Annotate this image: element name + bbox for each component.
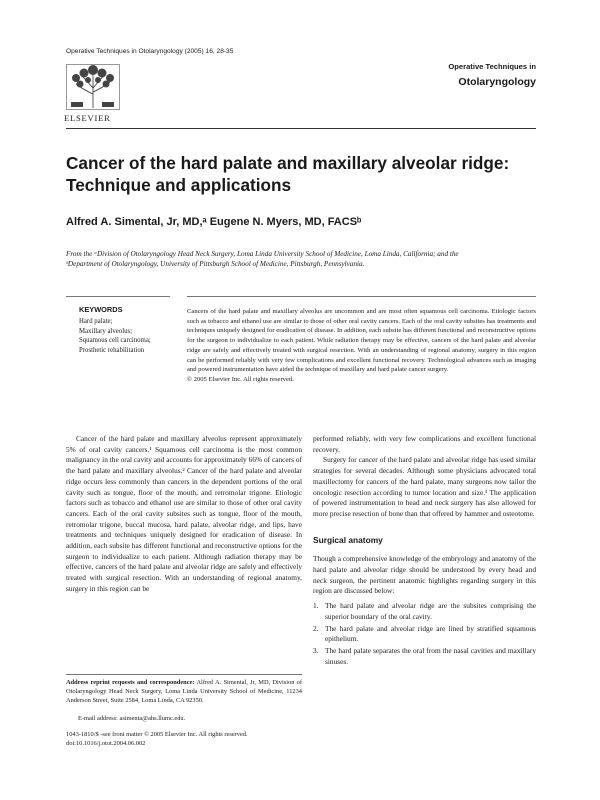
list-item-text: The hard palate and alveolar ridge are the subsites comprising the superior boundary of the oral cavity. [325, 601, 536, 621]
list-item [313, 624, 536, 645]
correspondence-footnote [66, 679, 302, 705]
paragraph-anatomy: Though a comprehensive knowledge of the embryology and anatomy of the hard palate and alveolar ridge should be understood by every head and neck surgeon, the pertinent anatomic highlights regarding surgery in this region are discussed below: [313, 554, 536, 596]
list-item-number: 2. [313, 623, 319, 633]
running-head: Operative Techniques in Otolaryngology (2005) 16, 28-35 [66, 48, 234, 55]
journal-name-line2: Otolaryngology [458, 76, 536, 88]
keywords-list [79, 317, 174, 356]
footnote-rule [66, 674, 302, 675]
copyright-line: 1043-1810/$ -see front matter © 2005 Elsevier Inc. All rights reserved. [66, 731, 248, 738]
body-column-right [313, 434, 536, 668]
email-address: E-mail address: asimenta@ahs.llumc.edu. [78, 715, 186, 722]
section-heading-surgical-anatomy: Surgical anatomy [313, 534, 383, 545]
publisher-name: ELSEVIER [64, 113, 111, 123]
paragraph-history: Surgery for cancer of the hard palate and alveolar ridge has used similar strategies for several decades. Although some physicians advocated total maxillectomy for cancers of the hard palate, many surgeons now tailor the oncologic resection according to tumor location and size.³ The application of powered instrumentation to head and neck surgery has also allowed for more precise resection of bone than that offered by hammer and osteotome. [313, 455, 536, 518]
abstract-copyright: © 2005 Elsevier Inc. All rights reserved. [187, 375, 294, 383]
affiliation-b: ᵇDepartment of Otolaryngology, University of Pittsburgh School of Medicine, Pittsburgh, Pennsylvania. [66, 260, 365, 269]
paragraph-continued: performed reliably, with very few complications and excellent functional recovery. [313, 434, 536, 454]
footnote-label: Address reprint requests and correspondence: [66, 679, 195, 686]
footnote-text: Alfred A. Simental, Jr, MD, Division of Otolaryngology Head Neck Surgery, Loma Linda University School of Medicine, 11234 Anderson Street, Suite 2584, Loma Linda, CA 92350. [66, 679, 302, 704]
list-item-text: The hard palate and alveolar ridge are lined by stratified squamous epithelium. [325, 623, 536, 644]
keywords-title: KEYWORDS [79, 305, 123, 314]
keyword-item: Maxillary alveolus; [79, 327, 133, 335]
body-column-left [66, 434, 302, 595]
abstract-text: Cancers of the hard palate and maxillary alveolus are uncommon and are most often squamous cell carcinoma. Etiologic factors such as tobacco and ethanol use are similar to those of other oral cavity cancers. Each of the oral cavity subsites has treatments and techniques uniquely designed for eradication of disease. In addition, each subsite has different functional and reconstructive options for the surgeon to individualize to each patient. While radiation therapy may be effective, cancers of the hard palate and alveolar ridge are safely and effectively treated with surgical resection. With an understanding of regional anatomy, surgery in this region can be performed reliably with very few complications and excellent functional recovery. Technological advances such as imaging and powered instrumentation have aided the technique of maxillary and hard palate cancer surgery. [187, 308, 536, 374]
list-item-number: 3. [313, 645, 319, 655]
copyright-block [66, 731, 302, 749]
list-item-number: 1. [313, 601, 319, 611]
list-item [313, 601, 536, 622]
elsevier-tree-logo-icon [66, 64, 120, 110]
authors: Alfred A. Simental, Jr, MD,ᵃ Eugene N. Myers, MD, FACSᵇ [66, 216, 362, 228]
keyword-item: Squamous cell carcinoma; [79, 337, 151, 345]
keyword-item: Hard palate; [79, 318, 113, 325]
abstract-rule [187, 296, 536, 297]
header-rule [66, 128, 536, 129]
affiliations [66, 249, 536, 269]
doi-line: doi:10.1016/j.otot.2004.06.002 [66, 739, 146, 747]
abstract [187, 307, 536, 385]
list-item [313, 646, 536, 667]
anatomy-list [313, 601, 536, 667]
list-item-text: The hard palate separates the oral from the nasal cavities and maxillary sinuses. [325, 645, 536, 666]
affiliation-a: From the ᵃDivision of Otolaryngology Head Neck Surgery, Loma Linda University School of Medicine, Loma Linda, California; and the [66, 250, 459, 258]
journal-masthead [448, 62, 536, 88]
intro-paragraph: Cancer of the hard palate and maxillary alveolus represent approximately 5% of oral cavity cancers.¹ Squamous cell carcinoma is the most common malignancy in the oral cavity and accounts for approximately 66% of cancers of the hard palate and maxillary alveolus.² Cancer of the hard palate and alveolar ridge occurs less commonly than cancers in the dependent portions of the oral cavity such as tongue, floor of the mouth, and retromolar trigone. Etiologic factors such as tobacco and ethanol use are similar to those of other oral cavity cancers. Each of the oral cavity subsites such as tongue, floor of the mouth, retromolar trigone, buccal mucosa, hard palate, alveolar ridge, and lips, have treatments and techniques uniquely designed for eradication of disease. In addition, each subsite has different functional and reconstructive options for the surgeon to individualize to each patient. Although radiation therapy may be effective, cancers of the hard palate and alveolar ridge are safely and effectively treated with surgical resection. With an understanding of regional anatomy, surgery in this region can be [66, 434, 302, 593]
journal-name-line1: Operative Techniques in [448, 62, 536, 71]
keyword-item: Prosthetic rehabilitation [79, 347, 145, 355]
article-title: Cancer of the hard palate and maxillary alveolar ridge: Technique and applications [66, 153, 510, 195]
